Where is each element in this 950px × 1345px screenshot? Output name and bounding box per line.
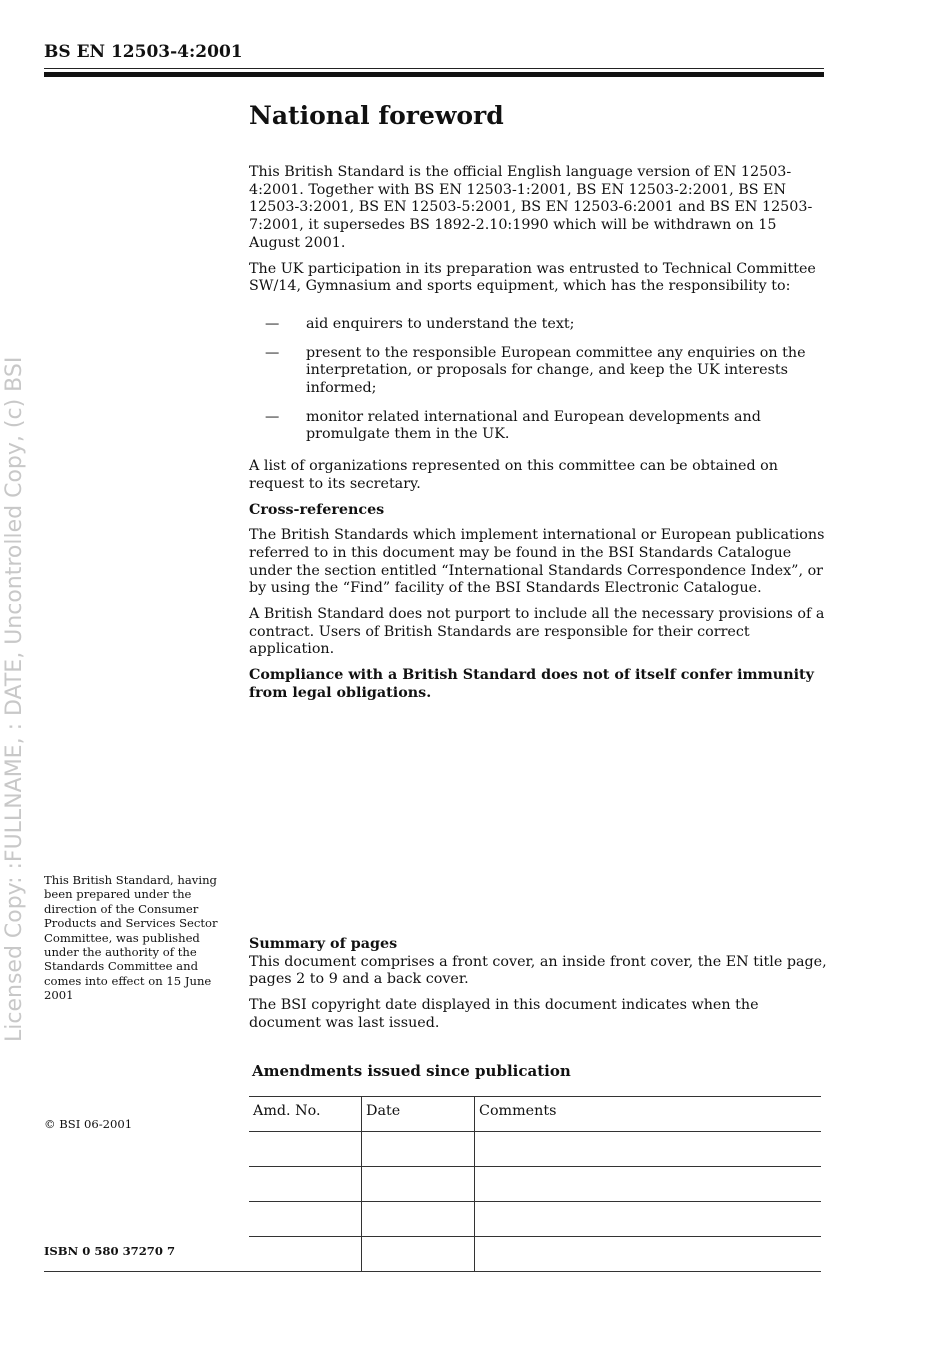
contract-note: A British Standard does not purport to include all the necessary provisions of a contract. Users of British Standards are responsible for their correct application. [249,606,825,658]
amendments-table [249,1096,821,1272]
table-row [249,1202,821,1237]
table-cell [475,1132,822,1167]
committee-paragraph: The UK participation in its preparation was entrusted to Technical Committee SW/14, Gymnasium and sports equipment, which has the responsibility to: [249,260,816,295]
organizations-note: A list of organizations represented on this committee can be obtained on request to its secretary. [249,458,778,492]
table-cell [475,1167,822,1202]
page-title: National foreword [249,101,504,130]
list-item-text: present to the responsible European committee any enquiries on the interpretation, or proposals for change, and keep the UK interests informed; [306,344,806,397]
table-cell [249,1202,362,1237]
table-cell [362,1167,475,1202]
table-row [249,1132,821,1167]
copyright-note: The BSI copyright date displayed in this document indicates when the document was last issued. [249,997,759,1031]
cross-references-text: The British Standards which implement international or European publications referred to in this document may be found in the BSI Standards Catalogue under the section entitled “International Standards Correspondence Index”, or by using the “Find” facility of the BSI Standards Electronic Catalogue. [249,527,825,597]
dash-marker: — [265,344,280,361]
compliance-statement: Compliance with a British Standard does not of itself confer immunity from legal obligations. [249,667,814,701]
amendments-title: Amendments issued since publication [252,1062,571,1080]
header-rule-thick [44,72,824,77]
document-id: BS EN 12503-4:2001 [44,42,243,62]
column-header-comments: Comments [475,1097,822,1132]
table-cell [362,1202,475,1237]
dash-marker: — [265,408,280,425]
summary-heading: Summary of pages [249,936,398,952]
bottom-rule [44,1271,249,1272]
isbn: ISBN 0 580 37270 7 [44,1244,176,1258]
intro-paragraph: This British Standard is the official English language version of EN 12503-4:2001. Together with BS EN 12503-1:2001, BS EN 12503-2:2001, BS EN 12503-3:2001, BS EN 12503-5:2001, BS EN 12503-6:2001 and BS EN 12503-7:2001, it supersedes BS 1892-2.10:1990 which will be withdrawn on 15 August 2001. [249,164,813,251]
table-row [249,1167,821,1202]
column-header-amd-no: Amd. No. [249,1097,362,1132]
dash-marker: — [265,315,280,332]
table-cell [249,1132,362,1167]
copyright-line: © BSI 06-2001 [44,1117,133,1131]
foreword-body [249,164,827,711]
table-header-row [249,1097,821,1132]
license-watermark: Licensed Copy: :FULLNAME, : DATE, Uncontrolled Copy, (c) BSI [2,356,27,1042]
header-rule-thin [44,68,824,69]
list-item [249,316,827,334]
table-cell [249,1167,362,1202]
responsibility-list [249,316,827,444]
table-cell [249,1237,362,1272]
list-item [249,409,827,444]
table-row [249,1237,821,1272]
summary-text: This document comprises a front cover, an inside front cover, the EN title page, pages 2 to 9 and a back cover. [249,953,827,988]
table-cell [362,1132,475,1167]
summary-section [249,936,827,1041]
table-cell [475,1202,822,1237]
list-item-text: aid enquirers to understand the text; [306,315,575,332]
publication-note: This British Standard, having been prepared under the direction of the Consumer Products and Services Sector Committee, was published under the authority of the Standards Committee and comes into effect on 15 June 2001 [44,873,218,1003]
list-item [249,345,827,398]
list-item-text: monitor related international and European developments and promulgate them in the UK. [306,408,761,443]
table-cell [475,1237,822,1272]
cross-references-heading: Cross-references [249,501,385,518]
column-header-date: Date [362,1097,475,1132]
table-cell [362,1237,475,1272]
